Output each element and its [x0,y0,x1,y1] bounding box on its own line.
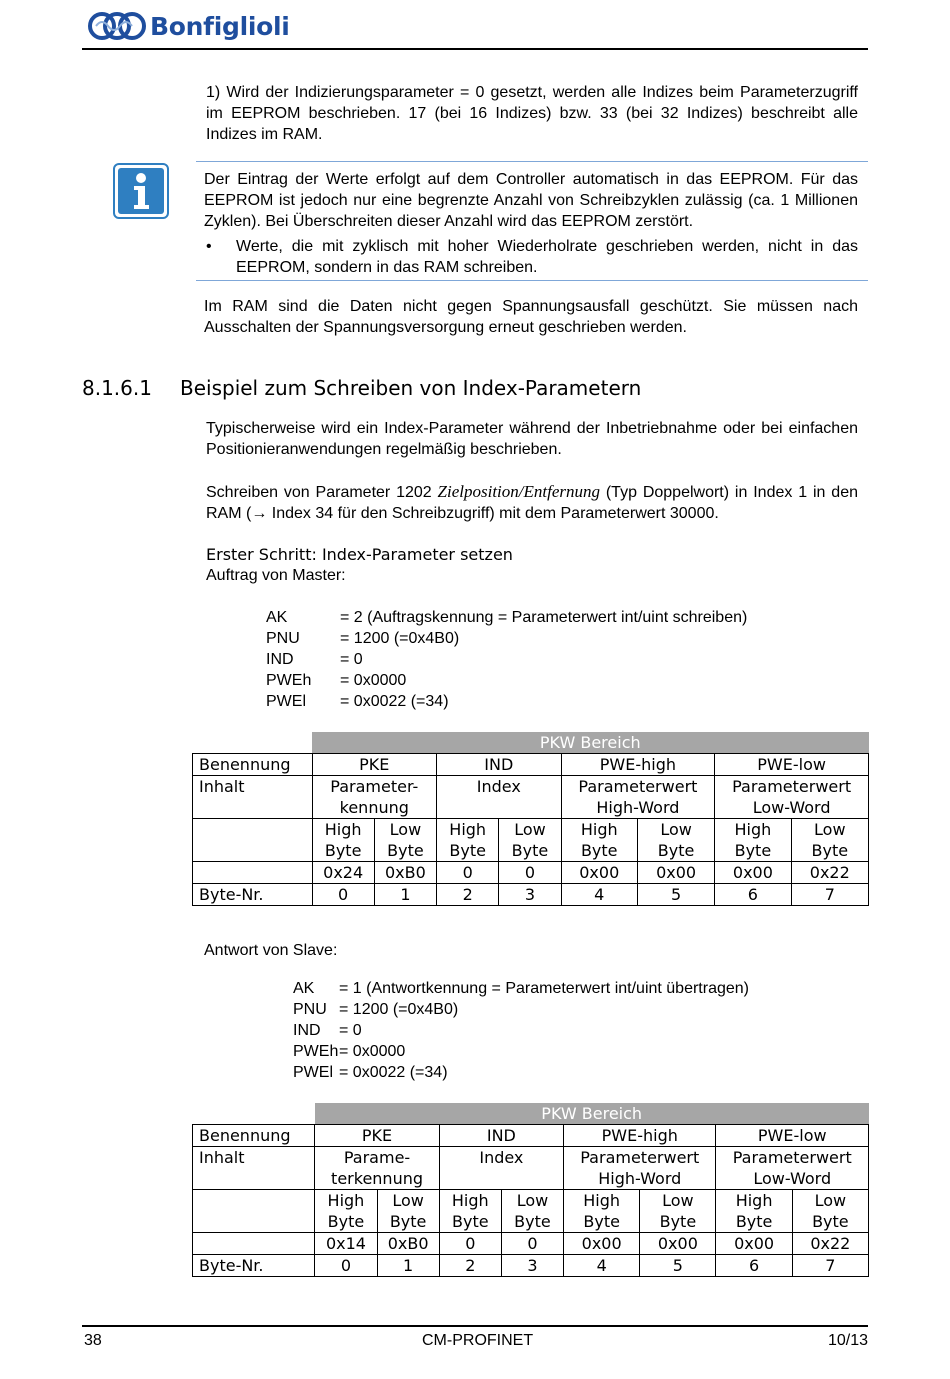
step-title: Erster Schritt: Index-Parameter setzen [206,545,513,564]
table-cell: 6 [715,884,791,906]
table-cell: 0x22 [791,862,868,884]
slave-key: AK [293,980,315,997]
master-value: = 0 [340,651,363,668]
slave-value: = 0x0022 (=34) [339,1064,448,1081]
table-cell: 6 [716,1255,792,1277]
pkw-table-slave [192,1103,869,1277]
table-cell: Low Byte [374,819,436,862]
header-cell: PWE-low [716,1125,869,1147]
table-cell: 7 [791,884,868,906]
table-cell: 0 [315,1255,377,1277]
page-header [82,8,868,50]
row-label: Byte-Nr. [193,884,313,906]
table-cell: Parameterwert Low-Word [715,776,869,819]
section-title: Beispiel zum Schreiben von Index-Parametern [180,376,642,400]
master-row [266,607,747,628]
header-cell: Benennung [193,1125,315,1147]
header-cell: PWE-low [715,754,869,776]
pkw-bar-row [193,1103,869,1125]
table-cell: 0x00 [715,862,791,884]
master-row [266,691,747,712]
table-header-row [193,754,869,776]
table-row [193,1233,869,1255]
table-cell: Low Byte [499,819,561,862]
pkw-bar: PKW Bereich [315,1103,869,1125]
table-row [193,862,869,884]
table-cell: 1 [377,1255,439,1277]
slave-row [293,978,749,999]
table-cell: High Byte [716,1190,792,1233]
pkw-table-master [192,732,869,906]
table-cell: 1 [374,884,436,906]
master-value: = 0x0000 [340,672,407,689]
row-label: Inhalt [193,1147,315,1190]
table-cell: 0 [501,1233,563,1255]
pkw-bar-row [193,732,869,754]
slave-value: = 1200 (=0x4B0) [339,1001,459,1018]
header-cell: PWE-high [564,1125,716,1147]
master-value: = 2 (Auftragskennung = Parameterwert int/uint schreiben) [340,609,748,626]
table-cell: 0 [439,1233,501,1255]
info-icon [113,163,169,219]
note-bullet [204,236,858,278]
table-cell: High Byte [715,819,791,862]
header-cell: IND [439,1125,563,1147]
table-row [193,884,869,906]
header-cell: IND [437,754,562,776]
slave-row [293,1041,749,1062]
table-cell: High Byte [437,819,499,862]
pkw-bar: PKW Bereich [312,732,868,754]
page-number: 38 [84,1332,102,1349]
document-title: CM-PROFINET [422,1332,534,1349]
table-cell: Low Byte [791,819,868,862]
brand-name: Bonfiglioli [150,11,290,41]
table-cell: 0 [499,862,561,884]
table-cell: 3 [501,1255,563,1277]
master-row [266,628,747,649]
header-cell: PWE-high [561,754,715,776]
footnote-paragraph: 1) Wird der Indizierungsparameter = 0 gesetzt, werden alle Indizes beim Parameterzugriff im EEPROM beschrieben. 17 (bei 16 Indizes) bzw. 33 (bei 32 Indizes) beschreibt alle Indizes im RAM. [206,84,858,143]
table-cell: 0x00 [716,1233,792,1255]
table-cell: 0 [312,884,374,906]
table-cell: 0x14 [315,1233,377,1255]
table-cell: Low Byte [637,819,714,862]
table-row [193,819,869,862]
step-block [206,544,858,586]
slave-row [293,999,749,1020]
document-date: 10/13 [827,1332,868,1349]
table-row [193,1190,869,1233]
slave-value: = 0x0000 [339,1043,406,1060]
table-cell: Low Byte [640,1190,716,1233]
table-cell: Parame- terkennung [315,1147,439,1190]
example-text-pre: Schreiben von Parameter 1202 [206,484,438,501]
table-cell: Parameter- kennung [312,776,437,819]
table-cell: 0x00 [640,1233,716,1255]
row-label: Byte-Nr. [193,1255,315,1277]
slave-key: PWEh [293,1043,339,1060]
table-cell: 4 [564,1255,640,1277]
section-number: 8.1.6.1 [82,376,152,400]
table-row [193,776,869,819]
table-cell: 0x00 [564,1233,640,1255]
bullet-text: Werte, die mit zyklisch mit hoher Wiederholrate geschrieben werden, nicht in das EEPROM, sondern in das RAM schreiben. [236,238,858,276]
table-cell: 0x00 [637,862,714,884]
table-cell: Parameterwert High-Word [561,776,715,819]
table-row [193,1147,869,1190]
table-cell: Index [439,1147,563,1190]
master-key: IND [266,651,294,668]
table-cell: 2 [437,884,499,906]
brand-logo [88,10,290,42]
table-header-row [193,1125,869,1147]
table-cell: Index [437,776,562,819]
table-cell: 0x22 [792,1233,868,1255]
table-cell: Parameterwert Low-Word [716,1147,869,1190]
slave-title: Antwort von Slave: [204,942,338,959]
table-cell: 5 [637,884,714,906]
header-cell: Benennung [193,754,313,776]
section-heading [82,375,641,401]
ram-paragraph: Im RAM sind die Daten nicht gegen Spannungsausfall geschützt. Sie müssen nach Ausschalten der Spannungsversorgung erneut geschrieben werden. [204,298,858,336]
slave-row [293,1020,749,1041]
slave-value: = 0 [339,1022,362,1039]
table-cell: 0x24 [312,862,374,884]
slave-values [293,978,749,1083]
master-key: AK [266,609,288,626]
bonfiglioli-logo-icon [88,10,146,42]
table-cell: Low Byte [377,1190,439,1233]
table-cell: 0xB0 [377,1233,439,1255]
table-cell: High Byte [439,1190,501,1233]
slave-key: PWEl [293,1064,333,1081]
table-cell: 5 [640,1255,716,1277]
step-subtitle: Auftrag von Master: [206,567,346,584]
intro-paragraph: Typischerweise wird ein Index-Parameter während der Inbetriebnahme oder bei einfachen Positionieranwendungen regelmäßig beschrieben. [206,420,858,458]
header-cell: PKE [312,754,437,776]
master-key: PWEl [266,693,306,710]
header-cell: PKE [315,1125,439,1147]
slave-row [293,1062,749,1083]
table-cell: Low Byte [501,1190,563,1233]
table-cell: High Byte [561,819,637,862]
table-cell: 4 [561,884,637,906]
table-cell: High Byte [564,1190,640,1233]
master-value: = 0x0022 (=34) [340,693,449,710]
slave-value: = 1 (Antwortkennung = Parameterwert int/uint übertragen) [339,980,749,997]
table-cell: 2 [439,1255,501,1277]
slave-key: IND [293,1022,321,1039]
table-cell: 7 [792,1255,868,1277]
table-cell: High Byte [312,819,374,862]
table-cell: 0xB0 [374,862,436,884]
master-row [266,670,747,691]
master-key: PWEh [266,672,312,689]
note-box [196,161,868,281]
table-cell: 0x00 [561,862,637,884]
note-text: Der Eintrag der Werte erfolgt auf dem Controller automatisch in das EEPROM. Für das EEPROM ist jedoch nur eine begrenzte Anzahl von Schreibzyklen zulässig (ca. 1 Millionen Zyklen). Bei Überschreiten dieser Anzahl wird das EEPROM zerstört. [204,171,858,230]
master-value: = 1200 (=0x4B0) [340,630,460,647]
row-label: Inhalt [193,776,313,819]
table-cell: Parameterwert High-Word [564,1147,716,1190]
master-values [266,607,747,712]
master-key: PNU [266,630,300,647]
bullet-symbol: • [206,238,212,255]
table-row [193,1255,869,1277]
example-text-post: (Typ Doppelwort) in Index 1 in den RAM (→ Index 34 für den Schreibzugriff) mit dem Parameterwert 30000. [206,484,858,522]
example-paragraph [206,481,858,524]
master-row [266,649,747,670]
slave-key: PNU [293,1001,327,1018]
table-cell: 3 [499,884,561,906]
parameter-name: Zielposition/Entfernung [437,482,600,501]
table-cell: 0 [437,862,499,884]
table-cell: Low Byte [792,1190,868,1233]
page-footer [82,1325,868,1349]
table-cell: High Byte [315,1190,377,1233]
